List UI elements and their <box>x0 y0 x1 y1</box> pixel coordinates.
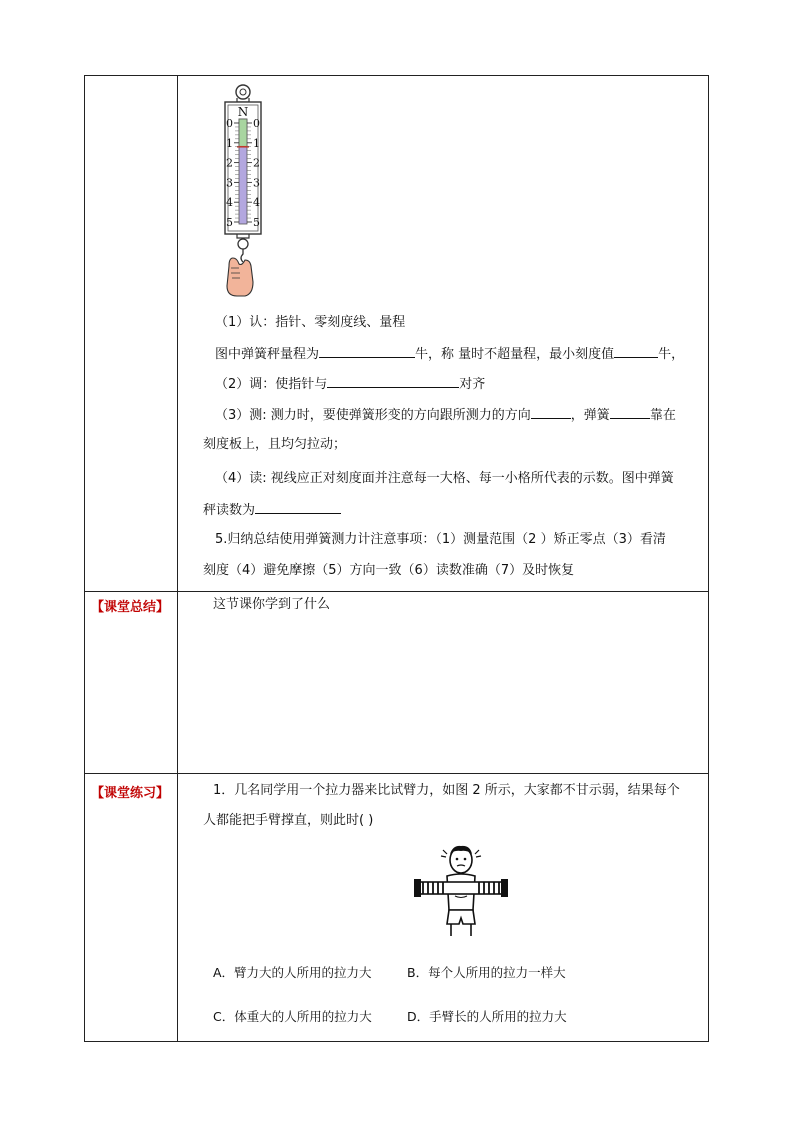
option-b[interactable]: B．每个人所用的拉力一样大 <box>407 965 566 980</box>
adjust-text-a: （2）调：使指针与 <box>215 377 328 392</box>
spring-blank[interactable] <box>610 406 650 419</box>
question-text: 1．几名同学用一个拉力器来比试臂力，如图 2 所示，大家都不甘示弱，结果每个 <box>213 783 680 798</box>
adjust-text-b: 对齐 <box>459 377 486 392</box>
tick-label-left: 3 <box>226 176 233 190</box>
option-d[interactable]: D．手臂长的人所用的拉力大 <box>407 1009 567 1024</box>
step-read-cont <box>203 501 341 519</box>
step-measure <box>215 406 676 424</box>
range-question <box>215 345 684 363</box>
measure-text-a: （3）测: 测力时，要使弹簧形变的方向跟所测力的方向 <box>215 408 531 423</box>
summary-prompt: 这节课你学到了什么 <box>213 597 331 612</box>
option-c[interactable]: C．体重大的人所用的拉力大 <box>213 1009 372 1024</box>
measure-text-c: 靠在 <box>649 408 676 423</box>
tick-label-left: 2 <box>226 156 233 170</box>
chest-expander-figure <box>413 842 509 938</box>
tick-label-left: 0 <box>226 117 233 130</box>
tick-label-right: 0 <box>253 117 260 130</box>
question-text-cont: 人都能把手臂撑直，则此时( ) <box>203 813 374 828</box>
scale-unit-letter: N <box>237 105 249 119</box>
summary-label: 【课堂总结】 <box>91 600 170 615</box>
tick-label-left: 1 <box>226 136 233 150</box>
tick-label-right: 1 <box>253 136 260 150</box>
range-text-a: 图中弹簧秤量程为 <box>215 347 320 362</box>
min-division-blank[interactable] <box>614 345 658 358</box>
adjust-blank[interactable] <box>327 375 459 388</box>
tick-label-right: 5 <box>253 216 260 229</box>
summary-notes: 5.归纳总结使用弹簧测力计注意事项：（1）测量范围（2 ）矫正零点（3）看清 <box>215 532 666 547</box>
spring-scale-figure <box>215 82 271 302</box>
tick-label-right: 2 <box>253 156 260 170</box>
hand-icon <box>227 258 253 296</box>
step-recognize: （1）认：指针、零刻度线、量程 <box>215 315 406 330</box>
direction-blank[interactable] <box>531 406 571 419</box>
read-text-b: 秤读数为 <box>203 503 256 518</box>
tick-label-left: 4 <box>226 196 233 210</box>
range-text-c: 牛， <box>658 347 685 362</box>
summary-notes-cont: 刻度（4）避免摩擦（5）方向一致（6）读数准确（7）及时恢复 <box>203 563 575 578</box>
spring-indicator <box>239 119 247 147</box>
step-measure-cont: 刻度板上，且均匀拉动； <box>203 437 347 452</box>
row-divider-2 <box>85 773 708 774</box>
measure-text-b: ，弹簧 <box>570 408 610 423</box>
tick-label-left: 5 <box>226 216 233 229</box>
row-divider-1 <box>85 591 708 592</box>
range-text-b: 牛，称 量时不超量程，最小刻度值 <box>415 347 615 362</box>
tick-label-right: 4 <box>253 196 260 210</box>
reading-blank[interactable] <box>255 501 341 514</box>
worksheet-table <box>84 75 709 1042</box>
step-read: （4）读: 视线应正对刻度面并注意每一大格、每一小格所代表的示数。图中弹簧 <box>215 471 674 486</box>
practice-label: 【课堂练习】 <box>91 786 170 801</box>
column-divider <box>177 76 178 1041</box>
option-a[interactable]: A．臂力大的人所用的拉力大 <box>213 965 372 980</box>
range-blank[interactable] <box>319 345 415 358</box>
step-adjust <box>215 375 485 393</box>
tick-label-right: 3 <box>253 176 260 190</box>
